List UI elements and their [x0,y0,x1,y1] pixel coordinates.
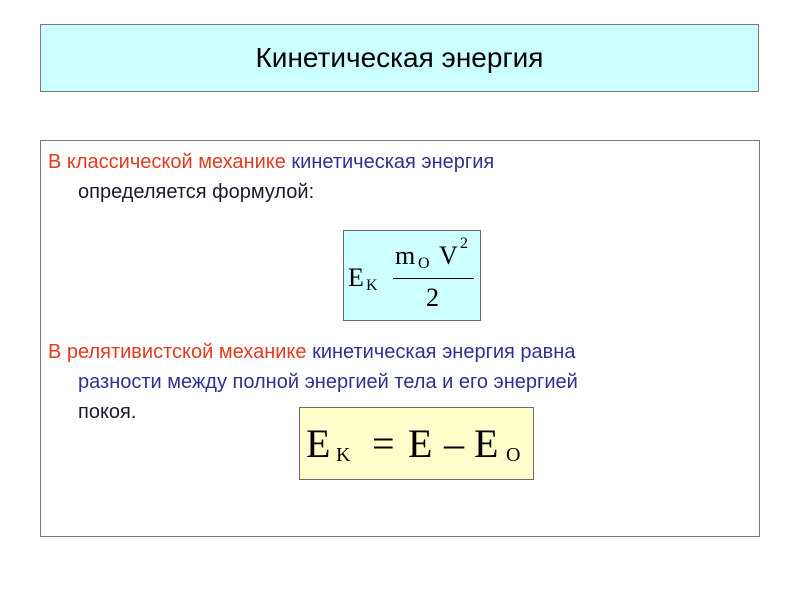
formula1-v-sup: 2 [460,235,468,252]
formula2-minus: – [444,421,464,466]
slide-title: Кинетическая энергия [255,42,544,73]
title-box [40,24,759,92]
formula2-equals: = [372,421,395,466]
formula2-e3: E [474,421,499,466]
rest-text: покоя. [78,401,137,423]
formula1-denominator: 2 [426,283,439,312]
formula2-e2: E [408,421,433,466]
classical-mechanics-text: В классической механике [48,151,286,173]
relativistic-formula-box [299,407,534,480]
formula2-e3-sub: O [506,444,521,466]
formula2-e1: E [306,421,331,466]
relativistic-mechanics-text: В релятивистской механике [48,341,307,363]
formula1-e-sub: K [366,277,378,294]
formula1-m-sub: O [418,255,430,272]
fraction-bar [393,278,474,279]
formula1-v: V [439,241,458,270]
difference-text: разности между полной энергией тела и его энергией [78,371,578,393]
classical-formula-box [343,230,481,321]
formula1-e: E [348,263,364,292]
paragraph-classical [48,147,758,207]
defined-by-formula-text: определяется формулой: [78,181,315,203]
kinetic-energy-text-2: кинетическая энергия равна [306,341,576,363]
formula2-e1-sub: K [336,444,351,466]
formula1-m: m [395,241,416,270]
kinetic-energy-text-1: кинетическая энергия [285,151,495,173]
